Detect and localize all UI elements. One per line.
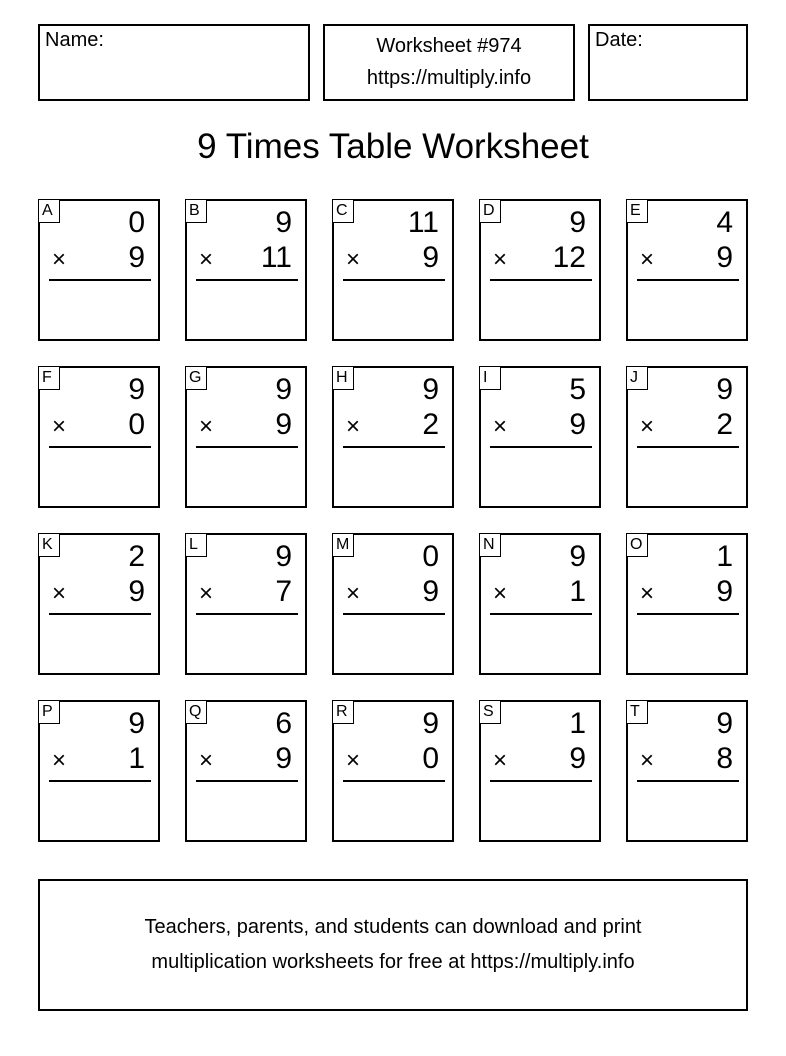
problem-card[interactable] xyxy=(185,533,307,675)
problem-letter: M xyxy=(332,533,354,557)
answer-line xyxy=(196,613,298,615)
problem-card[interactable] xyxy=(479,533,601,675)
multiply-sign: × xyxy=(199,246,214,273)
multiply-sign: × xyxy=(52,413,67,440)
answer-line xyxy=(196,446,298,448)
date-label: Date: xyxy=(595,29,643,51)
multiply-sign: × xyxy=(493,747,508,774)
footer-line-2: multiplication worksheets for free at https://multiply.info xyxy=(151,951,635,973)
top-number: 1 xyxy=(569,707,586,740)
top-number: 5 xyxy=(569,373,586,406)
problem-card[interactable] xyxy=(38,700,160,842)
multiply-sign: × xyxy=(52,747,67,774)
multiply-sign: × xyxy=(199,747,214,774)
top-number: 9 xyxy=(275,540,292,573)
problem-letter: S xyxy=(479,700,501,724)
multiply-sign: × xyxy=(199,580,214,607)
multiply-sign: × xyxy=(346,246,361,273)
multiply-sign: × xyxy=(346,580,361,607)
top-number: 9 xyxy=(422,707,439,740)
problem-letter: H xyxy=(332,366,354,390)
bottom-number: 9 xyxy=(275,408,292,441)
answer-line xyxy=(49,780,151,782)
top-number: 9 xyxy=(569,206,586,239)
problem-letter: E xyxy=(626,199,648,223)
answer-line xyxy=(490,613,592,615)
footer-line-1: Teachers, parents, and students can download and print xyxy=(144,916,642,938)
worksheet-info-box xyxy=(323,24,575,101)
top-number: 9 xyxy=(716,373,733,406)
top-number: 9 xyxy=(422,373,439,406)
problem-card[interactable] xyxy=(479,366,601,508)
answer-line xyxy=(637,446,739,448)
answer-line xyxy=(490,279,592,281)
bottom-number: 1 xyxy=(128,742,145,775)
problem-letter: F xyxy=(38,366,60,390)
top-number: 9 xyxy=(716,707,733,740)
problem-card[interactable] xyxy=(38,533,160,675)
top-number: 9 xyxy=(128,707,145,740)
multiply-sign: × xyxy=(640,580,655,607)
problem-letter: Q xyxy=(185,700,207,724)
problem-card[interactable] xyxy=(332,533,454,675)
bottom-number: 2 xyxy=(422,408,439,441)
problem-letter: C xyxy=(332,199,354,223)
answer-line xyxy=(196,780,298,782)
bottom-number: 8 xyxy=(716,742,733,775)
problem-card[interactable] xyxy=(185,366,307,508)
multiply-sign: × xyxy=(52,246,67,273)
problem-card[interactable] xyxy=(38,366,160,508)
bottom-number: 9 xyxy=(569,742,586,775)
top-number: 0 xyxy=(422,540,439,573)
top-number: 9 xyxy=(275,206,292,239)
bottom-number: 1 xyxy=(569,575,586,608)
bottom-number: 12 xyxy=(552,241,586,274)
bottom-number: 0 xyxy=(422,742,439,775)
problem-card[interactable] xyxy=(185,199,307,341)
problem-card[interactable] xyxy=(479,700,601,842)
answer-line xyxy=(343,780,445,782)
bottom-number: 9 xyxy=(275,742,292,775)
top-number: 6 xyxy=(275,707,292,740)
bottom-number: 9 xyxy=(422,575,439,608)
answer-line xyxy=(637,613,739,615)
footer-box xyxy=(38,879,748,1011)
bottom-number: 9 xyxy=(569,408,586,441)
answer-line xyxy=(490,446,592,448)
bottom-number: 2 xyxy=(716,408,733,441)
problem-card[interactable] xyxy=(479,199,601,341)
problem-letter: T xyxy=(626,700,648,724)
date-field[interactable] xyxy=(588,24,748,101)
answer-line xyxy=(490,780,592,782)
multiply-sign: × xyxy=(199,413,214,440)
top-number: 9 xyxy=(128,373,145,406)
multiply-sign: × xyxy=(346,413,361,440)
problem-letter: D xyxy=(479,199,501,223)
problem-card[interactable] xyxy=(626,700,748,842)
name-label: Name: xyxy=(45,29,104,51)
problem-card[interactable] xyxy=(332,199,454,341)
problem-letter: L xyxy=(185,533,207,557)
top-number: 9 xyxy=(569,540,586,573)
bottom-number: 7 xyxy=(275,575,292,608)
bottom-number: 11 xyxy=(260,241,292,274)
bottom-number: 9 xyxy=(716,575,733,608)
problem-letter: G xyxy=(185,366,207,390)
answer-line xyxy=(49,613,151,615)
bottom-number: 9 xyxy=(128,575,145,608)
top-number: 2 xyxy=(128,540,145,573)
problem-letter: B xyxy=(185,199,207,223)
multiply-sign: × xyxy=(493,413,508,440)
top-number: 11 xyxy=(407,206,439,239)
bottom-number: 9 xyxy=(128,241,145,274)
answer-line xyxy=(343,279,445,281)
worksheet-url: https://multiply.info xyxy=(366,67,532,89)
answer-line xyxy=(49,446,151,448)
answer-line xyxy=(343,613,445,615)
answer-line xyxy=(343,446,445,448)
problem-card[interactable] xyxy=(332,700,454,842)
name-field[interactable] xyxy=(38,24,310,101)
worksheet-number: Worksheet #974 xyxy=(376,35,522,57)
multiply-sign: × xyxy=(493,580,508,607)
answer-line xyxy=(49,279,151,281)
problem-card[interactable] xyxy=(38,199,160,341)
problem-letter: A xyxy=(38,199,60,223)
problem-letter: J xyxy=(626,366,648,390)
multiply-sign: × xyxy=(640,747,655,774)
top-number: 1 xyxy=(716,540,733,573)
problem-letter: O xyxy=(626,533,648,557)
multiply-sign: × xyxy=(346,747,361,774)
top-number: 4 xyxy=(716,206,733,239)
problem-letter: K xyxy=(38,533,60,557)
problem-card[interactable] xyxy=(626,366,748,508)
bottom-number: 0 xyxy=(128,408,145,441)
multiply-sign: × xyxy=(493,246,508,273)
answer-line xyxy=(196,279,298,281)
multiply-sign: × xyxy=(640,246,655,273)
problem-card[interactable] xyxy=(332,366,454,508)
problem-letter: R xyxy=(332,700,354,724)
page-title: 9 Times Table Worksheet xyxy=(197,127,589,166)
problem-letter: I xyxy=(479,366,501,390)
problem-card[interactable] xyxy=(626,533,748,675)
top-number: 0 xyxy=(128,206,145,239)
answer-line xyxy=(637,279,739,281)
problem-letter: P xyxy=(38,700,60,724)
answer-line xyxy=(637,780,739,782)
problem-card[interactable] xyxy=(185,700,307,842)
multiply-sign: × xyxy=(52,580,67,607)
multiply-sign: × xyxy=(640,413,655,440)
bottom-number: 9 xyxy=(422,241,439,274)
bottom-number: 9 xyxy=(716,241,733,274)
problem-letter: N xyxy=(479,533,501,557)
top-number: 9 xyxy=(275,373,292,406)
problem-card[interactable] xyxy=(626,199,748,341)
